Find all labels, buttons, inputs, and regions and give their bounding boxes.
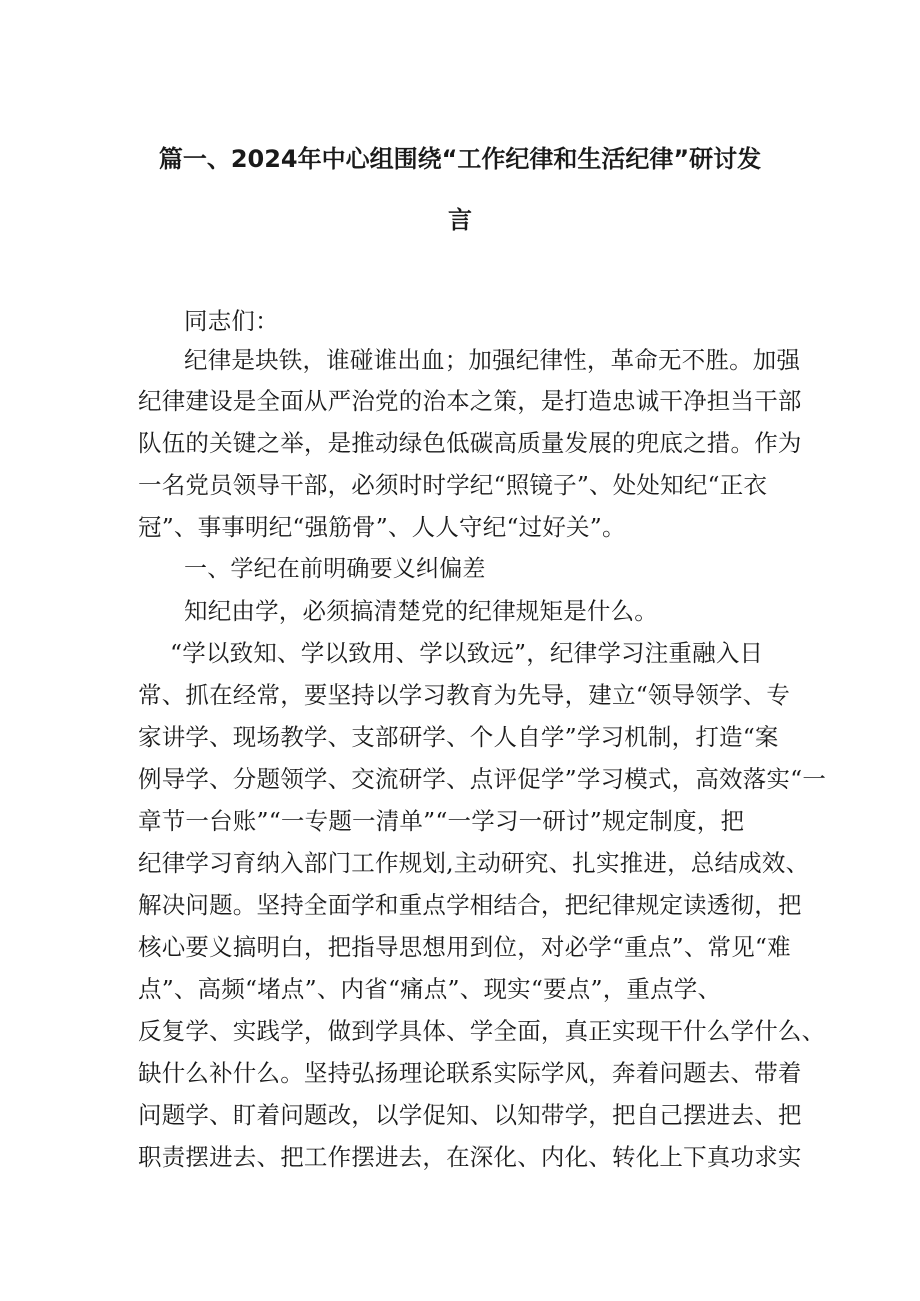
paragraph-line: 纪律建设是全面从严治党的治本之策，是打造忠诚干净担当干部 — [138, 387, 802, 415]
paragraph-line: 纪律学习育纳入部门工作规划,主动研究、扎实推进，总结成效、 — [138, 849, 810, 877]
paragraph-line: 常、抓在经常，要坚持以学习教育为先导，建立“领导领学、专 — [138, 681, 791, 709]
paragraph-line: 解决问题。坚持全面学和重点学相结合，把纪律规定读透彻，把 — [138, 891, 802, 919]
paragraph-line: 队伍的关键之举，是推动绿色低碳高质量发展的兜底之措。作为 — [138, 429, 802, 457]
document-title-line-2: 言 — [448, 206, 472, 234]
paragraph-line: 章节一台账”“一专题一清单”“一学习一研讨”规定制度，把 — [138, 807, 745, 835]
paragraph-line: 职责摆进去、把工作摆进去，在深化、内化、转化上下真功求实 — [138, 1143, 802, 1171]
document-title-line-1: 篇一、2024年中心组围绕“工作纪律和生活纪律”研讨发 — [158, 145, 762, 173]
paragraph-line: 家讲学、现场教学、支部研学、个人自学”学习机制，打造“案 — [138, 723, 779, 751]
paragraph-line: 核心要义搞明白，把指导思想用到位，对必学“重点”、常见“难 — [138, 933, 791, 961]
paragraph-line: 冠”、事事明纪“强筋骨”、人人守纪“过好关”。 — [138, 513, 626, 541]
paragraph-line: 纪律是块铁，谁碰谁出血；加强纪律性，革命无不胜。加强 — [184, 346, 801, 374]
paragraph-line: 例导学、分题领学、交流研学、点评促学”学习模式，高效落实“一 — [138, 765, 827, 793]
paragraph-line: 点”、高频“堵点”、内省“痛点”、现实“要点”，重点学、 — [138, 975, 722, 1003]
paragraph-line: 知纪由学，必须搞清楚党的纪律规矩是什么。 — [184, 597, 658, 625]
paragraph-line: 反复学、实践学，做到学具体、学全面，真正实现干什么学什么、 — [138, 1017, 826, 1045]
paragraph-line: “学以致知、学以致用、学以致远”，纪律学习注重融入日 — [170, 639, 764, 667]
section-heading: 一、学纪在前明确要义纠偏差 — [184, 556, 486, 582]
salutation: 同志们： — [184, 307, 279, 335]
paragraph-line: 一名党员领导干部，必须时时学纪“照镜子”、处处知纪“正衣 — [138, 471, 768, 499]
paragraph-line: 缺什么补什么。坚持弘扬理论联系实际学风，奔着问题去、带着 — [138, 1059, 802, 1087]
paragraph-line: 问题学、盯着问题改，以学促知、以知带学，把自己摆进去、把 — [138, 1101, 802, 1129]
